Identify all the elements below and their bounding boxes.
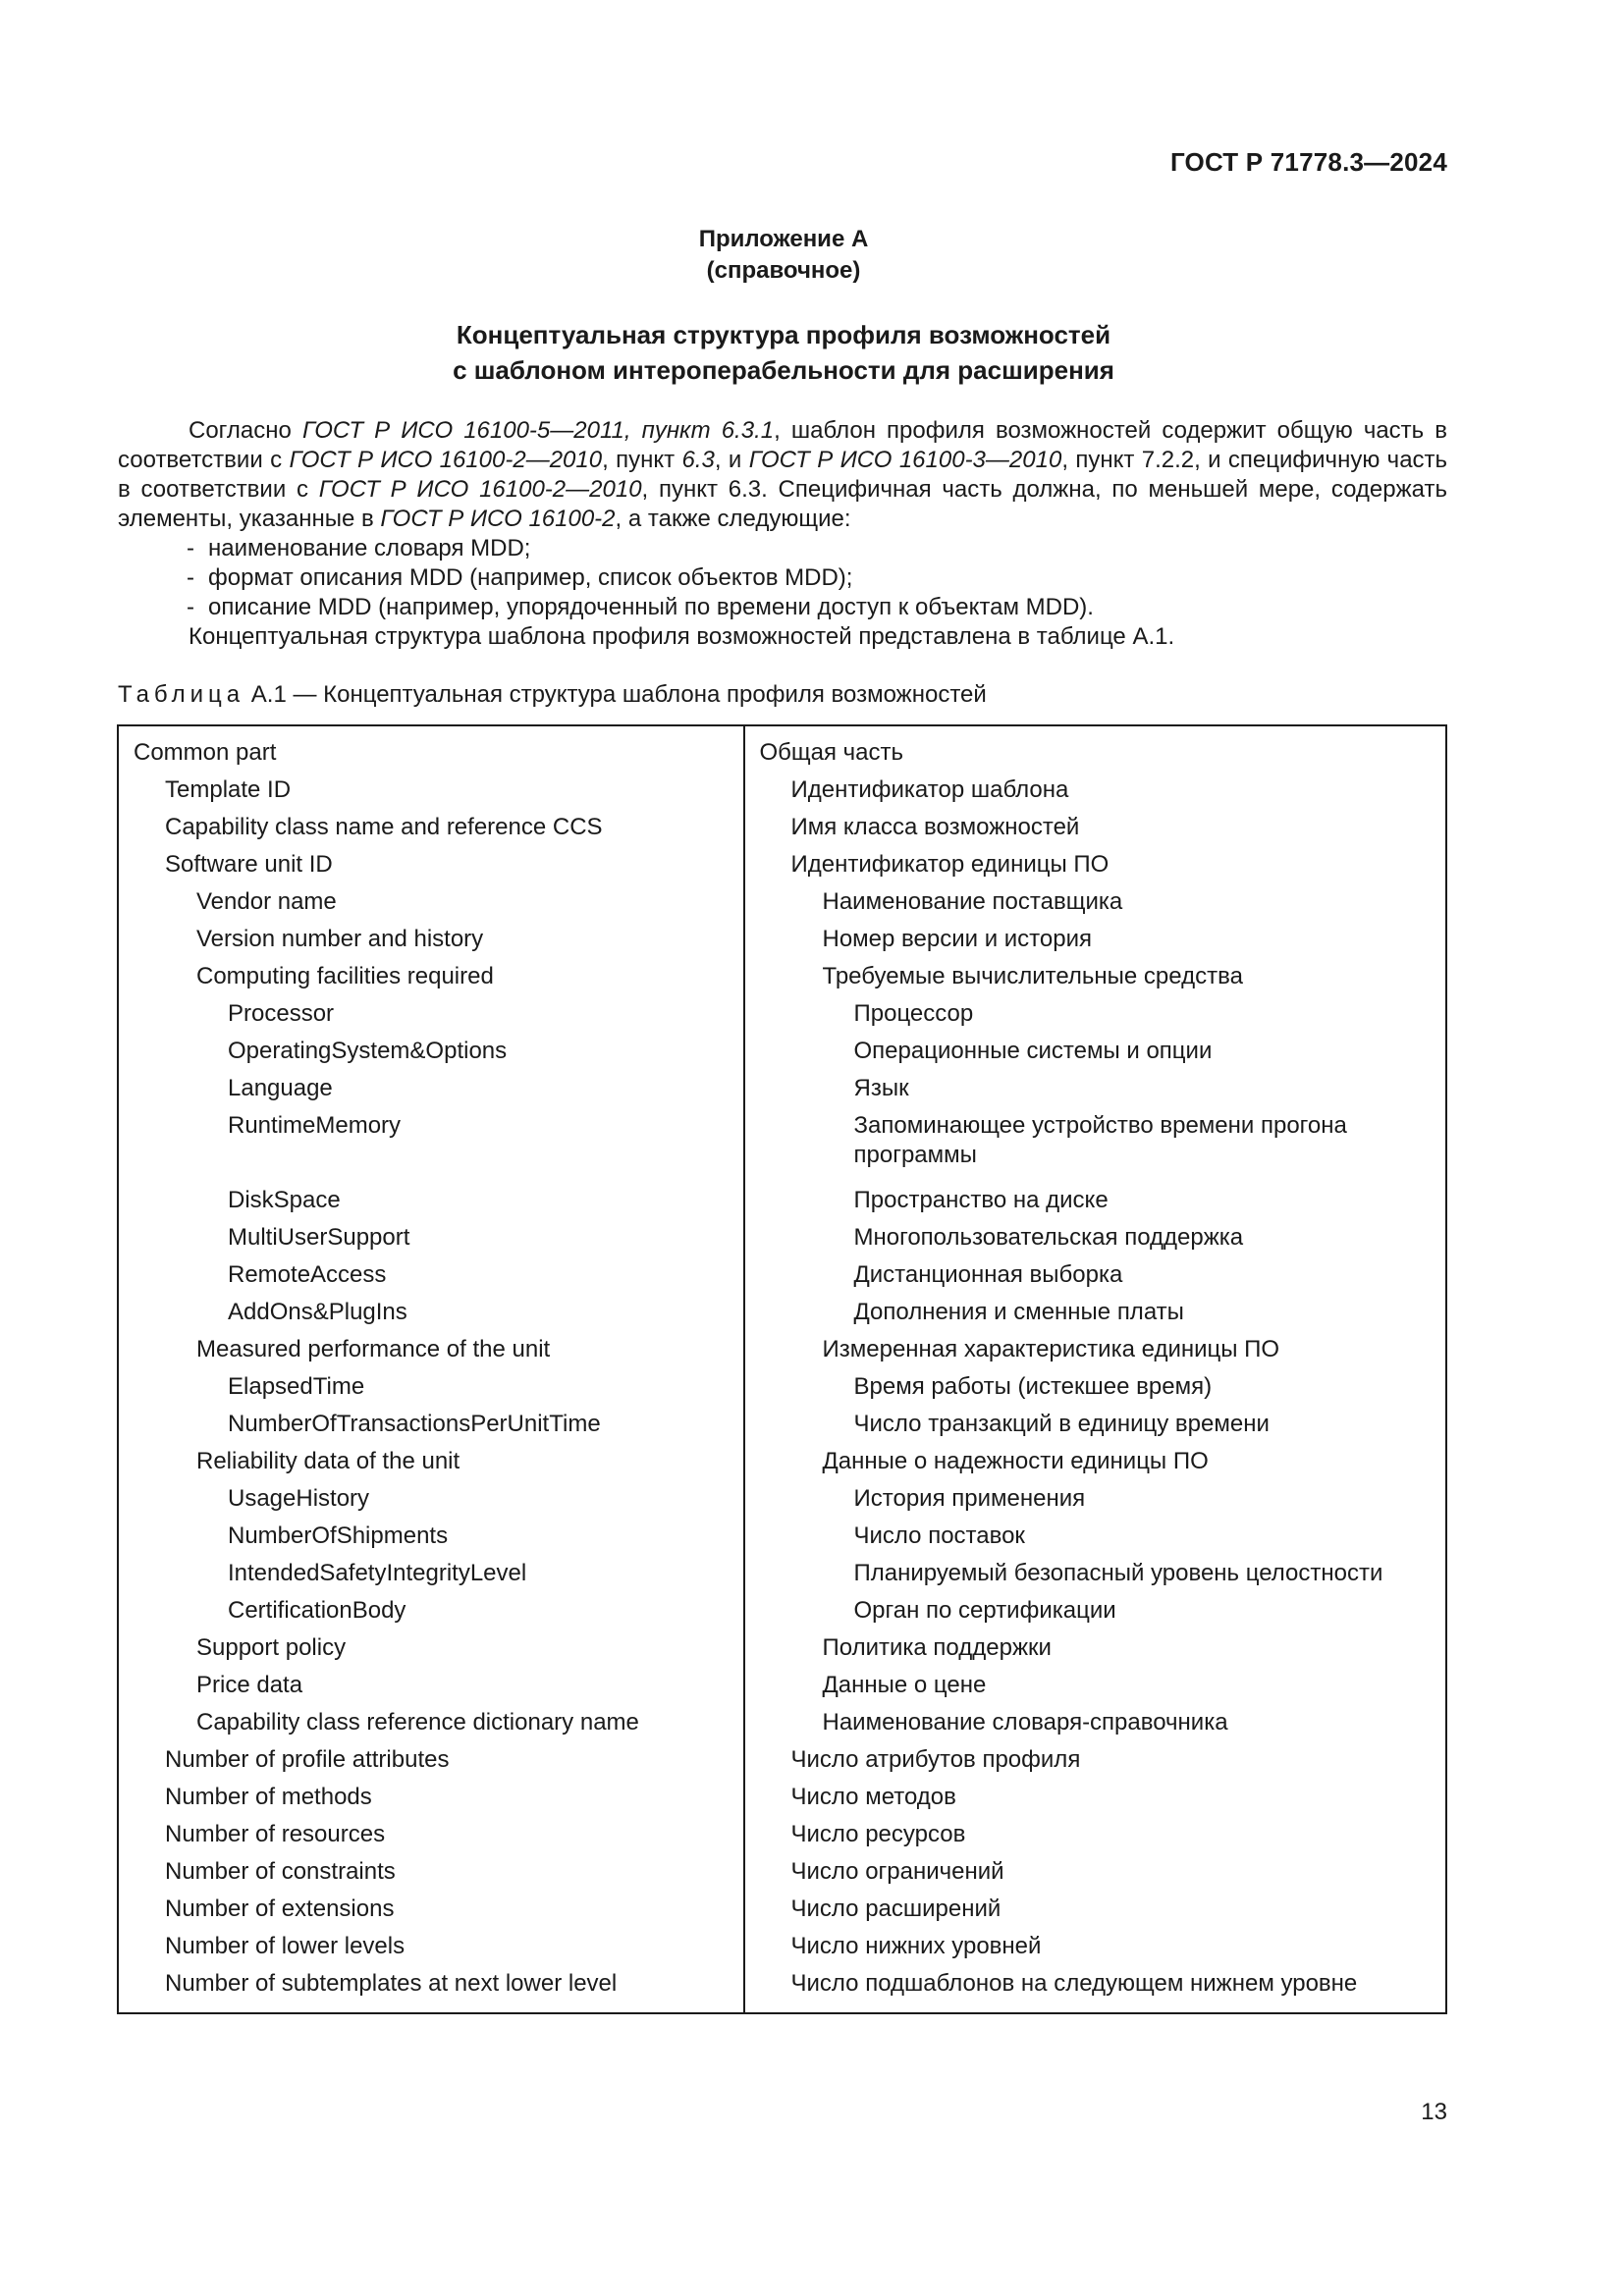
table-entry: Дистанционная выборка <box>853 1261 1123 1288</box>
standard-reference: ГОСТ Р ИСО 16100-2—2010 <box>289 447 603 473</box>
table-entry: Орган по сертификации <box>853 1597 1116 1624</box>
structure-table <box>117 724 1447 2014</box>
body-text <box>118 416 1447 652</box>
text-run: , пункт 6.3. Специфичная часть должна, по меньшей мере, содержать элементы, указанные в <box>118 476 1447 532</box>
appendix-label: Приложение А <box>698 226 869 252</box>
table-entry: Язык <box>853 1075 909 1101</box>
dash-marker: - <box>187 564 194 591</box>
intro-paragraph <box>118 416 1447 534</box>
table-entry: Support policy <box>196 1634 347 1661</box>
table-entry: Number of profile attributes <box>165 1746 450 1773</box>
table-caption <box>118 680 987 710</box>
table-entry: Время работы (истекшее время) <box>853 1373 1213 1400</box>
table-entry: ElapsedTime <box>228 1373 365 1400</box>
table-caption-label: Таблица <box>118 681 245 708</box>
page-number: 13 <box>1421 2099 1447 2125</box>
table-entry: Требуемые вычислительные средства <box>822 963 1243 989</box>
table-entry: Measured performance of the unit <box>196 1336 551 1362</box>
table-entry: MultiUserSupport <box>228 1224 410 1251</box>
table-entry: Номер версии и история <box>822 926 1092 952</box>
text-run: , пункт 7.2.2, и специфичную часть в соответствии с <box>118 447 1448 503</box>
table-entry: RuntimeMemory <box>228 1112 402 1139</box>
list-item-text: формат описания MDD (например, список объектов MDD); <box>208 564 853 591</box>
table-entry: Операционные системы и опции <box>853 1038 1213 1064</box>
text-run: , пункт <box>602 447 682 473</box>
table-entry: AddOns&PlugIns <box>228 1299 407 1325</box>
standard-reference: ГОСТ Р ИСО 16100-2 <box>380 506 616 532</box>
table-entry: Template ID <box>165 776 292 803</box>
dash-marker: - <box>187 535 194 561</box>
list-item <box>187 593 1447 622</box>
table-entry: Политика поддержки <box>822 1634 1052 1661</box>
table-entry: NumberOfTransactionsPerUnitTime <box>228 1411 601 1437</box>
table-entry: NumberOfShipments <box>228 1522 449 1549</box>
table-entry: Capability class reference dictionary name <box>196 1709 639 1735</box>
table-entry: Число транзакций в единицу времени <box>853 1411 1270 1437</box>
table-entry: Price data <box>196 1672 303 1698</box>
table-entry: Computing facilities required <box>196 963 494 989</box>
standard-reference: ГОСТ Р ИСО 16100-3—2010 <box>748 447 1062 473</box>
standard-reference: 6.3 <box>681 447 715 473</box>
table-entry: OperatingSystem&Options <box>228 1038 508 1064</box>
table-entry: Данные о надежности единицы ПО <box>822 1448 1209 1474</box>
table-entry: Идентификатор единицы ПО <box>790 851 1110 878</box>
list-item <box>187 563 1447 593</box>
english-column <box>118 725 744 2013</box>
table-entry: Число подшаблонов на следующем нижнем уровне <box>790 1970 1358 1997</box>
table-entry: Capability class name and reference CCS <box>165 814 603 840</box>
table-entry: Число ресурсов <box>790 1821 966 1847</box>
table-entry: Многопользовательская поддержка <box>853 1224 1244 1251</box>
list-item-text: наименование словаря MDD; <box>208 535 531 561</box>
table-entry: Измеренная характеристика единицы ПО <box>822 1336 1280 1362</box>
russian-column <box>744 725 1447 2013</box>
table-entry: Language <box>228 1075 333 1101</box>
table-entry: Число нижних уровней <box>790 1933 1042 1959</box>
table-entry: Данные о цене <box>822 1672 987 1698</box>
table-entry: IntendedSafetyIntegrityLevel <box>228 1560 527 1586</box>
table-entry: Число ограничений <box>790 1858 1004 1885</box>
text-run: , и <box>714 447 749 473</box>
title-line-2: с шаблоном интероперабельности для расширения <box>453 355 1114 385</box>
standard-reference: ГОСТ Р ИСО 16100-2—2010 <box>318 476 642 503</box>
table-entry: Число атрибутов профиля <box>790 1746 1081 1773</box>
table-entry: Наименование поставщика <box>822 888 1123 915</box>
table-entry: RemoteAccess <box>228 1261 387 1288</box>
table-entry: Processor <box>228 1000 335 1027</box>
russian-entries <box>745 726 1446 2012</box>
table-entry: Общая часть <box>759 739 904 766</box>
table-entry: Идентификатор шаблона <box>790 776 1069 803</box>
appendix-heading <box>0 224 1567 287</box>
table-caption-text: А.1 — Концептуальная структура шаблона профиля возможностей <box>244 681 987 708</box>
standard-reference: ГОСТ Р ИСО 16100-5—2011, пункт 6.3.1 <box>301 417 775 444</box>
text-run: Согласно <box>189 417 302 444</box>
table-entry: Common part <box>134 739 277 766</box>
table-entry: Число поставок <box>853 1522 1025 1549</box>
dash-marker: - <box>187 594 194 620</box>
text-run: , а также следующие: <box>615 506 851 532</box>
table-entry: Reliability data of the unit <box>196 1448 460 1474</box>
table-entry: Vendor name <box>196 888 337 915</box>
text-run: , шаблон профиля возможностей содержит общую часть в соответствии с <box>118 417 1448 473</box>
table-entry: Планируемый безопасный уровень целостности <box>853 1560 1383 1586</box>
table-entry: История применения <box>853 1485 1086 1512</box>
table-reference-paragraph: Концептуальная структура шаблона профиля возможностей представлена в таблице А.1. <box>189 623 1175 650</box>
table-entry: CertificationBody <box>228 1597 406 1624</box>
table-entry: Number of subtemplates at next lower level <box>165 1970 618 1997</box>
table-entry: Дополнения и сменные платы <box>853 1299 1184 1325</box>
table-entry: Пространство на диске <box>853 1187 1109 1213</box>
appendix-type: (справочное) <box>706 257 861 284</box>
table-entry: Number of extensions <box>165 1896 395 1922</box>
table-entry: Number of constraints <box>165 1858 396 1885</box>
document-code: ГОСТ Р 71778.3—2024 <box>1169 147 1447 177</box>
table-entry: Software unit ID <box>165 851 333 878</box>
table-entry: Процессор <box>853 1000 974 1027</box>
table-row <box>118 725 1446 2013</box>
table-entry: Наименование словаря-справочника <box>822 1709 1228 1735</box>
table-entry: Version number and history <box>196 926 484 952</box>
list-item-text: описание MDD (например, упорядоченный по времени доступ к объектам MDD). <box>208 594 1094 620</box>
requirements-list <box>118 534 1447 622</box>
title-line-1: Концептуальная структура профиля возможностей <box>456 320 1111 349</box>
english-entries <box>119 726 743 2012</box>
table-entry: DiskSpace <box>228 1187 341 1213</box>
list-item <box>187 534 1447 563</box>
section-title <box>0 317 1567 388</box>
table-entry: Запоминающее устройство времени прогона программы <box>853 1112 1347 1168</box>
table-entry: Number of resources <box>165 1821 386 1847</box>
table-entry: Number of methods <box>165 1784 372 1810</box>
table-entry: Number of lower levels <box>165 1933 406 1959</box>
table-entry: Число расширений <box>790 1896 1001 1922</box>
table-entry: Число методов <box>790 1784 956 1810</box>
table-entry: UsageHistory <box>228 1485 370 1512</box>
table-entry: Имя класса возможностей <box>790 814 1080 840</box>
